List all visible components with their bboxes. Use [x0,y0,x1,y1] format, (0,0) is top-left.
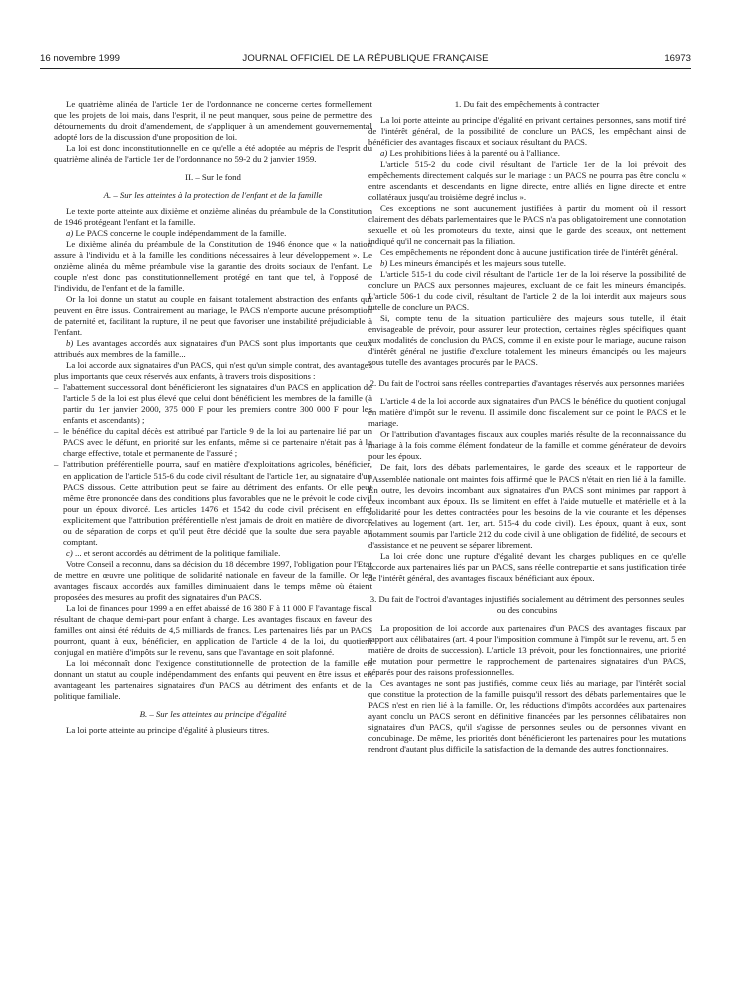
paragraph: L'article 515-2 du code civil résultant de l'article 1er de la loi prévoit des empêchements directement calqués sur le mariage : un PACS ne pourra pas être conclu « entre ascendants et descendants en ligne directe, entre alliés en ligne directe et entre collatéraux jusqu'au troisième degré inclus ». [368,159,686,203]
paragraph: Ces exceptions ne sont aucunement justifiées à partir du moment où il ressort clairement des débats parlementaires que le PACS n'a pas obligatoirement une connotation sexuelle et où les promoteurs du texte, ainsi que le garde des sceaux, ont nettement indiqué qu'il ne concernait pas la filiation. [368,203,686,247]
paragraph: La loi méconnaît donc l'exigence constitutionnelle de protection de la famille en donnant un statut au couple indépendamment des enfants qui peuvent en être issus et en avantageant les partenaires signataires d'un PACS au détriment des enfants et de la politique familiale. [54,657,372,701]
page-header [40,53,691,69]
paragraph: Ces empêchements ne répondent donc à aucune justification tirée de l'intérêt général. [380,247,678,258]
paragraph: b) Les mineurs émancipés et les majeurs sous tutelle. [380,258,566,269]
paragraph: La loi accorde aux signataires d'un PACS, qui n'est qu'un simple contrat, des avantages plus importants que ceux réservés aux enfants, à travers trois dispositions : [54,360,372,382]
paragraph: Le texte porte atteinte aux dixième et onzième alinéas du préambule de la Constitution de 1946 protégeant l'enfant et la famille. [54,206,372,228]
paragraph: Ces avantages ne sont pas justifiés, comme ceux liés au mariage, par l'intérêt social que constitue la protection de la famille puisqu'il ressort des débats parlementaires que le PACS n'est en rien lié à la famille. Or, les réductions d'impôts accordées aux partenaires ayant conclu un PACS seront en définitive financées par les personnes célibataires non signataires d'un PACS, qu'il s'agisse de personnes seules ou de personnes vivant en concubinage. De même, les priorités dont bénéficieront les partenaires pour les mutations rendront d'autant plus difficile la satisfaction de la demande des autres fonctionnaires. [368,677,686,754]
paragraph: La loi porte atteinte au principe d'égalité en privant certaines personnes, sans motif tiré de l'intérêt général, de la possibilité de conclure un PACS, les empêchant ainsi de bénéficier des avantages fiscaux et sociaux résultant du PACS. [368,115,686,148]
paragraph: Votre Conseil a reconnu, dans sa décision du 18 décembre 1997, l'obligation pour l'Etat de mettre en œuvre une politique de solidarité nationale en faveur de la famille. Or les avantages fiscaux accordés aux familles diminuaient dans le temps même où étaient proposées des mesures au profit des signataires d'un PACS. [54,558,372,602]
paragraph: L'article 4 de la loi accorde aux signataires d'un PACS le bénéfice du quotient conjugal en matière d'impôt sur le revenu. Il assimile donc fiscalement sur ce point le PACS et le mariage. [368,396,686,429]
paragraph: La proposition de loi accorde aux partenaires d'un PACS des avantages fiscaux par rapport aux célibataires (art. 4 pour l'imposition commune à l'impôt sur le revenu, art. 5 en matière de droits de succession). L'article 13 prévoit, pour les fonctionnaires, une priorité de mutation pour permettre le rapprochement de partenaires signataires d'un PACS, séparés pour des raisons professionnelles. [368,622,686,677]
paragraph: De fait, lors des débats parlementaires, le garde des sceaux et le rapporteur de l'Assemblée nationale ont maintes fois affirmé que le PACS n'était en rien lié à la famille. En outre, les devoirs incombant aux signataires d'un PACS sont minimes par rapport à ceux incombant aux époux. Ils se limitent en effet à l'aide mutuelle et matérielle et à la solidarité pour les dettes contractées pour les besoins de la vie courante et les dépenses relatives au logement (art. 1er, art. 515-4 du code civil). Les époux, quant à eux, sont notamment soumis par l'article 212 du code civil à une obligation de fidélité, de secours et d'assistance et ne peuvent se séparer librement. [368,462,686,550]
header-rule [40,68,691,69]
subsection-heading-b: B. – Sur les atteintes au principe d'égalité [139,708,287,719]
right-column [368,99,686,755]
paragraph: a) Le PACS concerne le couple indépendamment de la famille. [66,228,287,239]
journal-title: JOURNAL OFFICIEL DE LA RÉPUBLIQUE FRANÇAISE [242,53,489,64]
paragraph: c) ... et seront accordés au détriment de la politique familiale. [66,547,281,558]
paragraph: La loi de finances pour 1999 a en effet abaissé de 16 380 F à 11 000 F l'avantage fiscal résultant de chaque demi-part pour enfant à charge. Les avantages fiscaux en faveur des familles ont ainsi été réduits de 4,5 milliards de francs. Les partenaires liés par un PACS pourront, quant à eux, bénéficier, en application de l'article 4 de la loi, du quotient conjugal en matière d'impôts sur le revenu, sans que l'avantage en soit plafonné. [54,602,372,657]
paragraph: Le quatrième alinéa de l'article 1er de l'ordonnance ne concerne certes formellement que les projets de loi mais, dans l'esprit, il ne peut manquer, sous peine de permettre des détournements du droit d'amendement, de s'appliquer à un amendement gouvernemental adopté lors de la discussion d'une proposition de loi. [54,99,372,143]
paragraph: La loi est donc inconstitutionnelle en ce qu'elle a été adoptée au mépris de l'esprit du quatrième alinéa de l'article 1er de l'ordonnance no 59-2 du 2 janvier 1959. [54,143,372,165]
page-number: 16973 [664,53,691,64]
paragraph: Or la loi donne un statut au couple en faisant totalement abstraction des enfants qui peuvent en être issus. Contrairement au mariage, le PACS n'emporte aucune présomption de paternité et, facilitant la rupture, il ne peut que favoriser une instabilité préjudiciable à l'enfant. [54,294,372,338]
numbered-heading-3: 3. Du fait de l'octroi d'avantages injustifiés socialement au détriment des personnes seules ou des concubins [369,593,685,615]
paragraph: a) Les prohibitions liées à la parenté ou à l'alliance. [380,148,560,159]
paragraph: La loi crée donc une rupture d'égalité devant les charges publiques en ce qu'elle accorde aux partenaires liés par un PACS, sans réelle contrepartie et sans justification tirée de l'intérêt général, des avantages fiscaux bénéficiant aux époux. [368,550,686,583]
paragraph: Si, compte tenu de la situation particulière des majeurs sous tutelle, il était envisageable de prévoir, pour assurer leur protection, certaines règles spécifiques quant aux modalités de conclusion du PACS, comme il en existe pour le mariage, aucune raison d'intérêt général ne justifie d'exclure totalement les mineurs émancipés ou les majeurs sous tutelle des avantages procurés par le PACS. [368,313,686,368]
list-item: – le bénéfice du capital décès est attribué par l'article 9 de la loi au partenaire lié par un PACS avec le défunt, en priorité sur les enfants, même si ce partenaire n'était pas à la charge effective, totale et permanente de l'assuré ; [54,426,372,459]
paragraph: Le dixième alinéa du préambule de la Constitution de 1946 énonce que « la nation assure à l'individu et à la famille les conditions nécessaires à leur développement ». Le onzième alinéa du même préambule vise la garantie des droits sociaux de l'enfant. Le couple n'est donc pas constitutionnellement protégé en tant que tel, à l'opposé de l'individu, de l'enfant et de la famille. [54,239,372,294]
numbered-heading-1: 1. Du fait des empêchements à contracter [454,99,600,109]
numbered-heading-2: 2. Du fait de l'octroi sans réelles contreparties d'avantages réservés aux personnes mariées [369,378,685,389]
left-column [54,99,372,736]
list-item: – l'attribution préférentielle pourra, sauf en matière d'exploitations agricoles, bénéficier, en application de l'article 515-6 du code civil résultant de l'article 1er, au signataire d'un PACS dissous. Cette attribution peut se faire au détriment des enfants. Or elle peut même être prononcée dans des conditions plus favorables que ne le prévoit le code civil pour un époux divorcé. Les articles 1476 et 1542 du code civil précisent en effet explicitement que l'attribution préférentielle n'est jamais de droit en matière de divorce ou de séparation de corps et qu'il peut être décidé que la soulte due sera payable au comptant. [54,459,372,547]
paragraph: b) Les avantages accordés aux signataires d'un PACS sont plus importants que ceux attribués aux membres de la famille... [54,338,372,360]
issue-date: 16 novembre 1999 [40,53,121,64]
paragraph: La loi porte atteinte au principe d'égalité à plusieurs titres. [66,724,270,735]
paragraph: Or l'attribution d'avantages fiscaux aux couples mariés résulte de la reconnaissance du mariage à la fois comme élément fondateur de la famille et comme générateur de devoirs pour les époux. [368,429,686,462]
subsection-heading-a: A. – Sur les atteintes à la protection de l'enfant et de la famille [103,190,323,201]
paragraph: L'article 515-1 du code civil résultant de l'article 1er de la loi réserve la possibilité de conclure un PACS aux personnes majeures, excluant de ce fait les mineurs émancipés. L'article 506-1 du code civil, résultant de l'article 2 de la loi interdit aux majeurs sous tutelle de conclure un PACS. [368,269,686,313]
section-heading-ii: II. – Sur le fond [185,172,241,183]
list-item: – l'abattement successoral dont bénéficieront les signataires d'un PACS en application de l'article 5 de la loi est plus élevé que celui dont bénéficient les membres de la famille (à partir du 1er janvier 2000, 375 000 F pour les premiers contre 300 000 F pour les enfants et ascendants) ; [54,382,372,426]
